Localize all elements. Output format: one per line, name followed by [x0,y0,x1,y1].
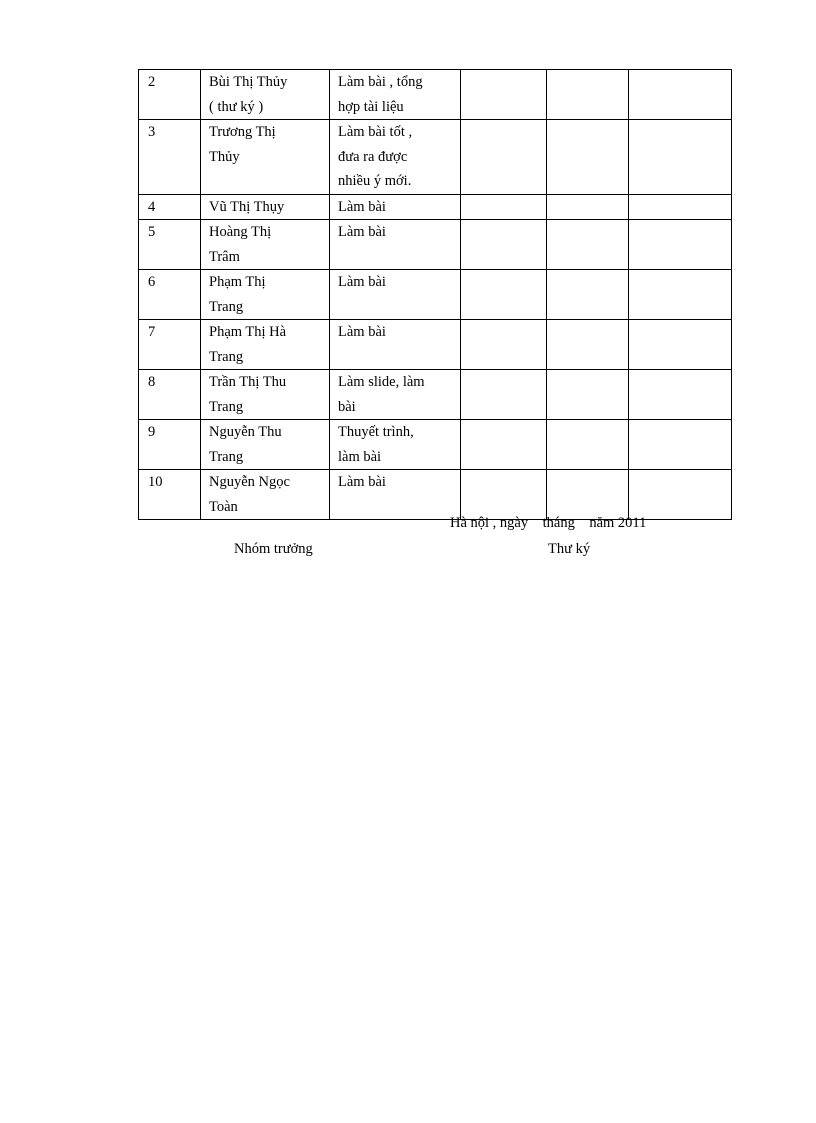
score-cell-2 [547,420,629,470]
table-body [139,70,732,520]
table-row [139,320,732,370]
table-row [139,470,732,520]
note-cell [629,320,732,370]
note-cell [629,194,732,220]
note-cell [629,470,732,520]
member-name-cell: Phạm Thị Hà Trang [201,320,330,370]
note-cell [629,270,732,320]
score-cell-1 [461,220,547,270]
table-row [139,420,732,470]
table-row [139,194,732,220]
leader-signature-label: Nhóm trưởng [234,541,313,557]
date-line: Hà nội , ngày tháng năm 2011 [450,515,647,531]
note-cell [629,220,732,270]
note-cell [629,420,732,470]
member-name-cell: Trương Thị Thủy [201,120,330,195]
member-name-cell: Bùi Thị Thủy ( thư ký ) [201,70,330,120]
member-name-cell: Phạm Thị Trang [201,270,330,320]
score-cell-1 [461,194,547,220]
member-name-cell: Hoàng Thị Trâm [201,220,330,270]
member-name-cell: Nguyễn Thu Trang [201,420,330,470]
row-number-cell: 7 [139,320,201,370]
note-cell [629,120,732,195]
score-cell-2 [547,470,629,520]
score-cell-1 [461,420,547,470]
score-cell-2 [547,70,629,120]
score-cell-1 [461,120,547,195]
row-number-cell: 4 [139,194,201,220]
score-cell-1 [461,270,547,320]
row-number-cell: 8 [139,370,201,420]
task-cell: Làm bài [330,220,461,270]
score-cell-1 [461,70,547,120]
row-number-cell: 5 [139,220,201,270]
score-cell-2 [547,120,629,195]
row-number-cell: 10 [139,470,201,520]
note-cell [629,70,732,120]
task-cell: Làm bài [330,194,461,220]
score-cell-1 [461,320,547,370]
table-row [139,270,732,320]
row-number-cell: 9 [139,420,201,470]
task-cell: Làm bài [330,270,461,320]
task-cell: Làm bài [330,320,461,370]
task-cell: Làm slide, làm bài [330,370,461,420]
member-name-cell: Vũ Thị Thụy [201,194,330,220]
table-row [139,120,732,195]
member-table [138,69,732,520]
row-number-cell: 6 [139,270,201,320]
score-cell-1 [461,470,547,520]
member-name-cell: Trần Thị Thu Trang [201,370,330,420]
score-cell-1 [461,370,547,420]
score-cell-2 [547,194,629,220]
score-cell-2 [547,320,629,370]
task-cell: Làm bài [330,470,461,520]
task-cell: Làm bài , tổng hợp tài liệu [330,70,461,120]
task-cell: Thuyết trình, làm bài [330,420,461,470]
score-cell-2 [547,220,629,270]
table-row [139,220,732,270]
secretary-signature-label: Thư ký [548,541,591,557]
task-cell: Làm bài tốt , đưa ra được nhiều ý mới. [330,120,461,195]
score-cell-2 [547,270,629,320]
row-number-cell: 3 [139,120,201,195]
member-name-cell: Nguyễn Ngọc Toàn [201,470,330,520]
note-cell [629,370,732,420]
score-cell-2 [547,370,629,420]
row-number-cell: 2 [139,70,201,120]
table-row [139,370,732,420]
table-row [139,70,732,120]
